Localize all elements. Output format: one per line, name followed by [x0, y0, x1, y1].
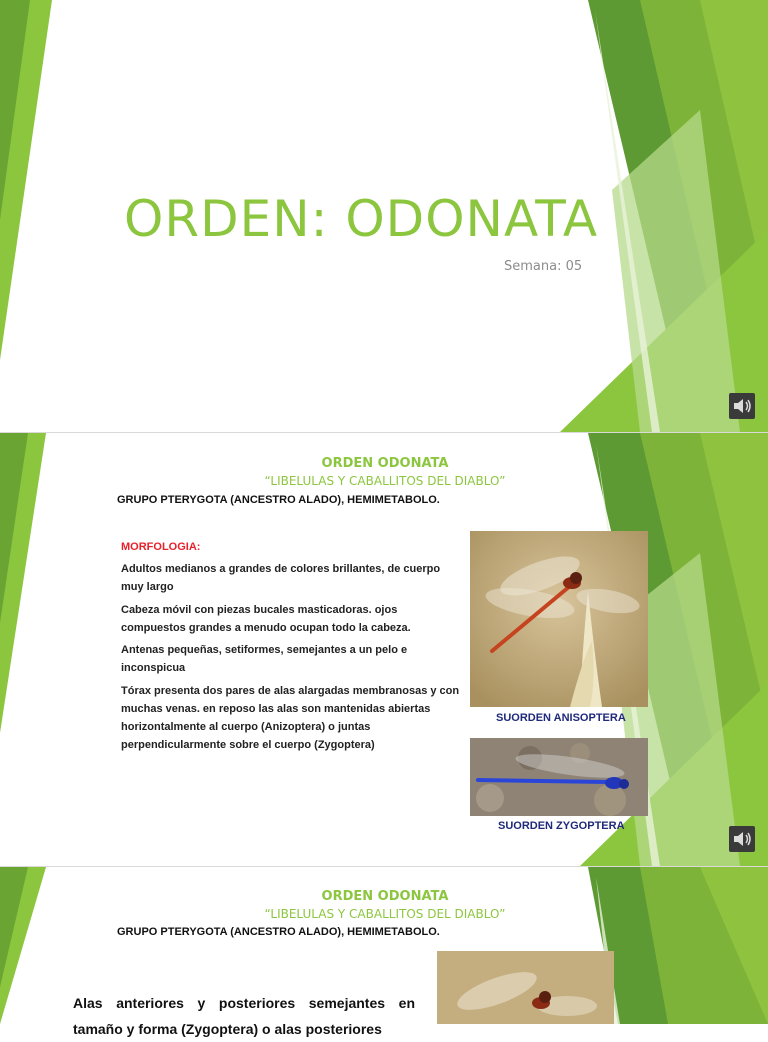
slide-subtitle: Semana: 05 — [504, 259, 583, 274]
wings-paragraph: Alas anteriores y posteriores semejantes en tamaño y forma (Zygoptera) o alas posteriores — [73, 995, 415, 1037]
slide-heading: ORDEN ODONATA — [321, 889, 449, 904]
morph-paragraph-1: Adultos medianos a grandes de colores brillantes, de cuerpo muy largo — [121, 563, 441, 593]
morph-paragraph-3: Antenas pequeñas, setiformes, semejantes a un pelo e inconspicua — [121, 644, 408, 674]
slide-subheading: “LIBELULAS Y CABALLITOS DEL DIABLO” — [264, 474, 506, 488]
dragonfly-photo — [437, 951, 614, 1024]
dragonfly-image — [470, 531, 648, 707]
zygoptera-photo — [470, 738, 648, 816]
morph-paragraph-2: Cabeza móvil con piezas bucales masticadoras. ojos compuestos grandes a menudo ocupan todo la cabeza. — [121, 604, 411, 634]
slide-title: ORDEN: ODONATA — [124, 190, 599, 248]
damselfly-image — [470, 738, 648, 816]
group-line: GRUPO PTERYGOTA (ANCESTRO ALADO), HEMIMETABOLO. — [117, 494, 440, 506]
caption-zygoptera: SUORDEN ZYGOPTERA — [498, 820, 625, 832]
speaker-icon[interactable] — [729, 826, 755, 852]
dragonfly-image — [437, 951, 614, 1024]
group-line: GRUPO PTERYGOTA (ANCESTRO ALADO), HEMIMETABOLO. — [117, 926, 440, 938]
speaker-glyph — [729, 393, 755, 419]
anisoptera-photo — [470, 531, 648, 707]
slide-3 — [0, 867, 768, 1037]
morphology-label: MORFOLOGIA: — [121, 541, 201, 553]
speaker-icon[interactable] — [729, 393, 755, 419]
caption-anisoptera: SUORDEN ANISOPTERA — [496, 712, 626, 724]
slide-subheading: “LIBELULAS Y CABALLITOS DEL DIABLO” — [264, 907, 506, 921]
morph-paragraph-4: Tórax presenta dos pares de alas alargadas membranosas y con muchas venas. en reposo las alas son mantenidas abiertas horizontalmente al cuerpo (Anizoptera) o juntas perpendicularmente sobre el cuerpo (Zygoptera) — [121, 685, 460, 751]
slide-heading: ORDEN ODONATA — [321, 456, 449, 471]
speaker-glyph — [729, 826, 755, 852]
slide-2 — [0, 433, 768, 866]
slide-1 — [0, 0, 768, 432]
